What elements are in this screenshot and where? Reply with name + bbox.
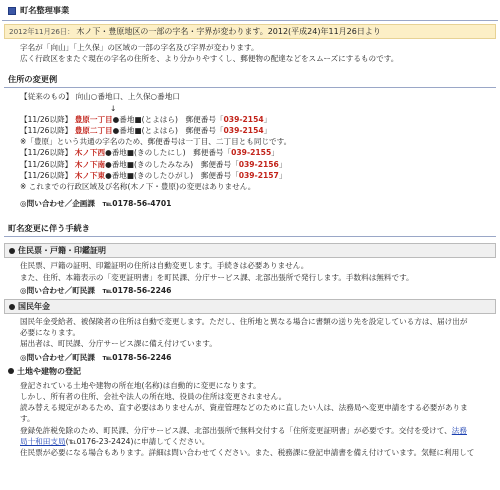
intro-line: 広く行政区をまたぐ現在の字名の住所を、より分かりやすくし、郵便物の配達などをスムーズにするものです。 [20,54,399,64]
new-address-name: 豊原一丁目 [74,114,113,124]
pension-text [0,316,500,363]
notice-message: 木ノ下・豊原地区の一部の字名・字界が変わります。2012(平成24)年11月26日より [76,26,381,36]
subsection-pension [4,299,496,314]
subsection-title: 国民年金 [18,301,50,311]
note-shared-zip: ※「豊原」という共通の字名のため、郵便番号は一丁目、二丁目とも同じです。 [20,137,292,147]
zip-code: 039-2156 [238,159,279,169]
new-address-name: 木ノ下東 [74,170,106,180]
notice-banner [4,24,496,39]
legal-bureau-link-cont[interactable]: 局十和田支局 [20,436,66,446]
new-address-name: 木ノ下西 [74,148,106,158]
address-row: 【11/26以降】 豊原二丁目●番地■(とよはら) 郵便番号「039-2154」 [20,126,272,136]
section-title-procedures: 町名変更に伴う手続き [4,221,496,237]
text-line: 住民票が必要になる場合もあります。詳細は問い合わせてください。また、税務課に登記申請書を備え付けています。気軽に利用して [20,448,475,458]
contact-resident: ◎問い合わせ／町民課 ℡0178-56-2246 [20,285,172,295]
note-no-change: ※ これまでの行政区域及び名称(木ノ下・豊原)の変更はありません。 [20,182,256,192]
text-line: 登記されている土地や建物の所在地(名称)は自動的に変更になります。 [20,380,261,390]
new-address-name: 木ノ下南 [74,159,106,169]
land-text [0,380,500,458]
zip-code: 039-2154 [223,126,264,136]
subsection-title: 住民票・戸籍・印鑑証明 [18,246,106,256]
address-row: 【11/26以降】 木ノ下西●番地■(きのしたにし) 郵便番号「039-2155」 [20,148,279,158]
text-line: 必要になります。 [20,328,81,338]
legal-bureau-link[interactable]: 法務 [451,425,467,435]
text-line: 読み替える規定があるため、直す必要はありませんが、資産管理などのために直したい人は、法務局へ変更申請をする必要がありま [20,403,468,413]
address-change-block [0,91,500,209]
section-title-address-change: 住所の変更例 [4,72,496,88]
address-row: 【11/26以降】 豊原一丁目●番地■(とよはら) 郵便番号「039-2154」 [20,114,272,124]
before-label: 【従来のもの】 向山○番地口、上久保○番地口 [20,92,180,102]
header-square-icon [8,7,16,15]
bullet-icon [9,304,15,310]
subsection-land [4,365,496,378]
text-line: 届出者は、町民課、分庁サービス課に備え付けています。 [20,339,217,349]
contact-pension: ◎問い合わせ／町民課 ℡0178-56-2246 [20,352,172,362]
text-line: 登録免許税免除のため、町民課、分庁サービス課、北部出張所で無料交付する「住所変更証明書」が必要です。交付を受けて、法務 [20,425,467,435]
subsection-title: 土地や建物の登記 [17,366,81,376]
text-line: 局十和田支局(℡0176-23-2424)に申請してください。 [20,436,210,446]
text-line: す。 [20,414,35,424]
notice-date: 2012年11月26日： [9,26,75,36]
page-title: 町名整理事業 [20,5,70,16]
resident-text [0,260,500,296]
bullet-icon [9,248,15,254]
text-line: 住民票、戸籍の証明、印鑑証明の住所は自動変更します。手続きは必要ありません。 [20,261,309,271]
zip-code: 039-2155 [231,148,272,158]
new-address-name: 豊原二丁目 [74,126,113,136]
text-line: また、住所、本籍表示の「変更証明書」を町民課、分庁サービス課、北部出張所で発行します。手数料は無料です。 [20,272,414,282]
contact-planning: ◎問い合わせ／企画課 ℡0178-56-4701 [20,199,172,209]
intro-text [0,42,500,64]
down-arrow: ↓ [110,103,117,113]
zip-code: 039-2154 [223,114,264,124]
intro-line: 字名が「向山」「上久保」の区域の一部の字名及び字界が変わります。 [20,43,259,52]
page-header [2,2,498,21]
address-row: 【11/26以降】 木ノ下南●番地■(きのしたみなみ) 郵便番号「039-2156」 [20,159,287,169]
text-line: しかし、所有者の住所、会社や法人の所在地、役員の住所は変更されません。 [20,392,287,402]
zip-code: 039-2157 [238,170,279,180]
text-line: 国民年金受給者、被保険者の住所は自動で変更します。ただし、住所地と異なる場合に書類の送り先を設定している方は、届け出が [20,317,468,327]
subsection-resident [4,243,496,258]
address-row: 【11/26以降】 木ノ下東●番地■(きのしたひがし) 郵便番号「039-2157」 [20,170,287,180]
bullet-icon [8,368,14,374]
